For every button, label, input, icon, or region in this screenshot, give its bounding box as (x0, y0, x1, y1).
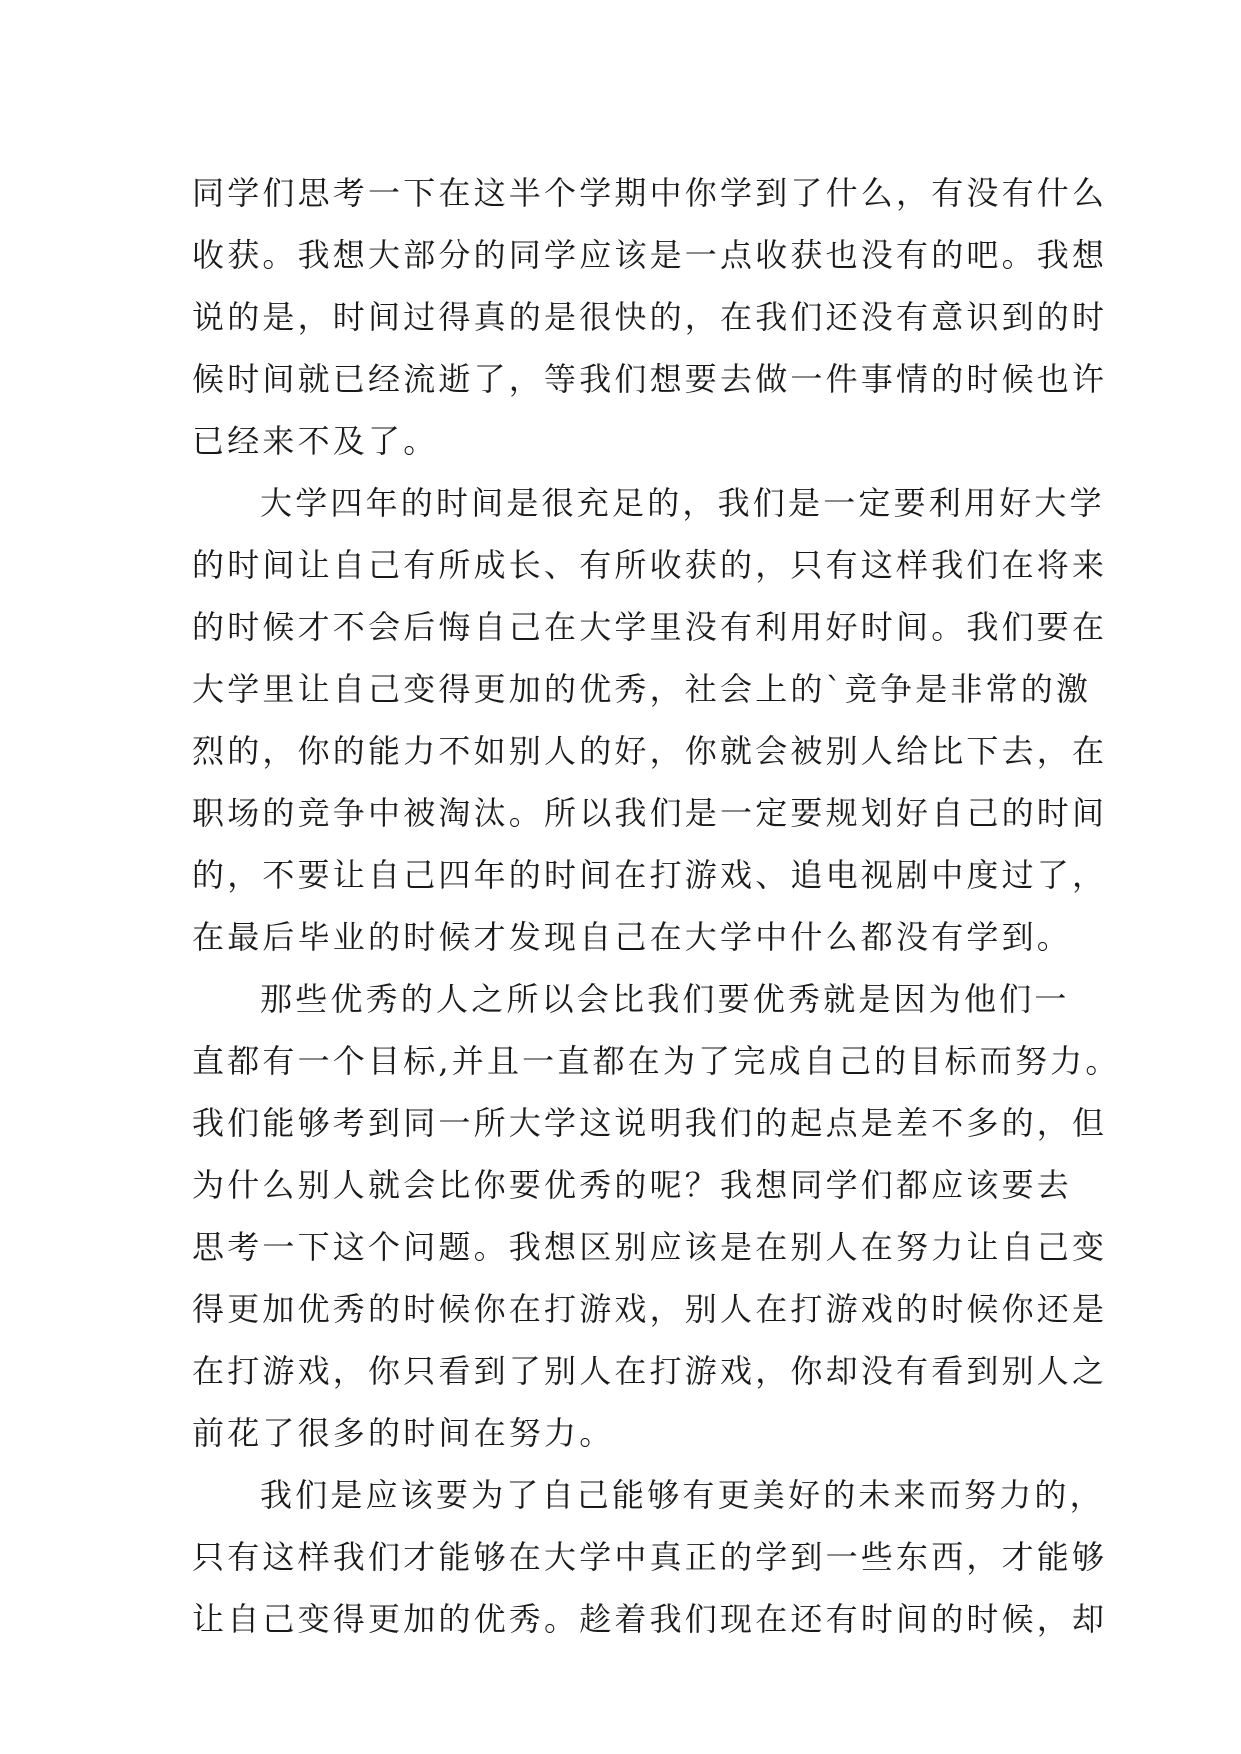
text-line: 说的是，时间过得真的是很快的，在我们还没有意识到的时 (192, 298, 1108, 336)
text-line: 直都有一个目标,并且一直都在为了完成自己的目标而努力。 (192, 1042, 1121, 1080)
text-line: 那些优秀的人之所以会比我们要优秀就是因为他们一 (260, 980, 1070, 1018)
text-line: 在最后毕业的时候才发现自己在大学中什么都没有学到。 (192, 918, 1073, 956)
paragraph-2 (192, 472, 1108, 968)
text-line: 的时候才不会后悔自己在大学里没有利用好时间。我们要在 (192, 608, 1108, 646)
text-line: 思考一下这个问题。我想区别应该是在别人在努力让自己变 (192, 1228, 1108, 1266)
text-line: 的，不要让自己四年的时间在打游戏、追电视剧中度过了， (192, 856, 1108, 894)
text-line: 同学们思考一下在这半个学期中你学到了什么，有没有什么 (192, 174, 1108, 212)
text-line: 的时间让自己有所成长、有所收获的，只有这样我们在将来 (192, 546, 1108, 584)
text-line: 在打游戏，你只看到了别人在打游戏，你却没有看到别人之 (192, 1352, 1108, 1390)
text-line: 大学四年的时间是很充足的，我们是一定要利用好大学 (260, 484, 1105, 522)
text-line: 只有这样我们才能够在大学中真正的学到一些东西，才能够 (192, 1538, 1108, 1576)
paragraph-3 (192, 968, 1121, 1464)
text-line: 大学里让自己变得更加的优秀，社会上的`竞争是非常的激 (192, 670, 1092, 708)
text-line: 我们是应该要为了自己能够有更美好的未来而努力的， (260, 1476, 1105, 1514)
text-line: 为什么别人就会比你要优秀的呢？我想同学们都应该要去 (192, 1166, 1073, 1204)
text-line: 我们能够考到同一所大学这说明我们的起点是差不多的，但 (192, 1104, 1108, 1142)
text-line: 职场的竞争中被淘汰。所以我们是一定要规划好自己的时间 (192, 794, 1108, 832)
text-line: 前花了很多的时间在努力。 (192, 1414, 615, 1452)
text-line: 收获。我想大部分的同学应该是一点收获也没有的吧。我想 (192, 236, 1108, 274)
body-text (192, 162, 1121, 1650)
text-line: 烈的，你的能力不如别人的好，你就会被别人给比下去，在 (192, 732, 1108, 770)
paragraph-1 (192, 162, 1108, 472)
text-line: 候时间就已经流逝了，等我们想要去做一件事情的时候也许 (192, 360, 1108, 398)
text-line: 已经来不及了。 (192, 422, 439, 460)
text-line: 让自己变得更加的优秀。趁着我们现在还有时间的时候，却 (192, 1600, 1108, 1638)
text-line: 得更加优秀的时候你在打游戏，别人在打游戏的时候你还是 (192, 1290, 1108, 1328)
paragraph-4 (192, 1464, 1108, 1650)
